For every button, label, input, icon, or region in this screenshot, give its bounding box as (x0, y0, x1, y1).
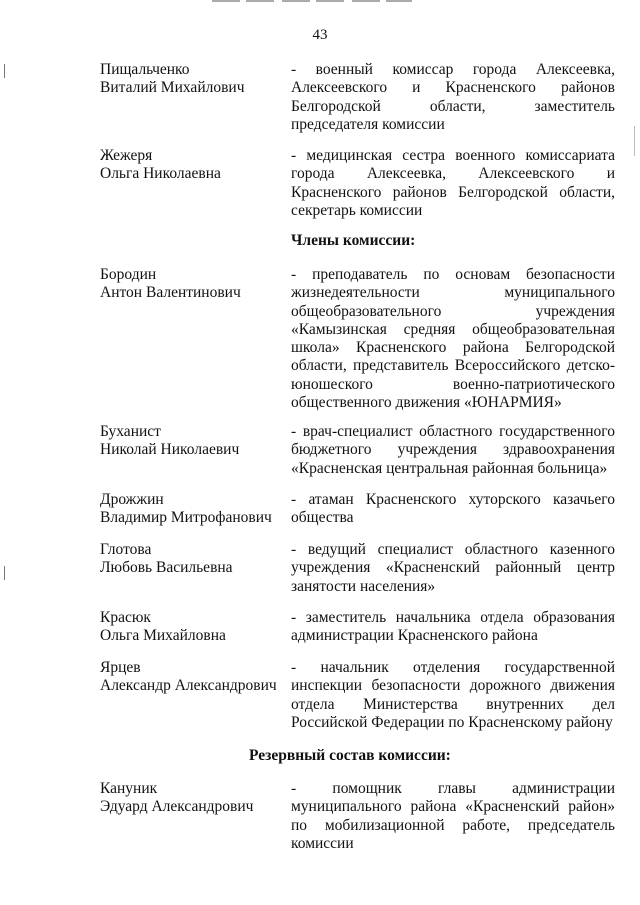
given-names: Эдуард Александрович (100, 798, 254, 816)
person-role: - заместитель начальника отдела образования администрации Красненского района (291, 609, 615, 645)
surname: Красюк (100, 609, 151, 626)
person-name (100, 491, 280, 528)
given-names: Виталий Михайлович (100, 79, 245, 97)
given-names: Ольга Михайловна (100, 627, 226, 645)
scan-edge-mark-right (634, 126, 635, 156)
person-role: - помощник главы администрации муниципального района «Красненский район» по мобилизационной работе, председатель комиссии (291, 780, 615, 852)
person-name (100, 609, 280, 646)
person-name (100, 266, 280, 303)
given-names: Николай Николаевич (100, 441, 240, 459)
person-role: - военный комиссар города Алексеевка, Алексеевского и Красненского районов Белгородской области, заместитель председателя комиссии (291, 61, 615, 133)
reserve-heading: Резервный состав комиссии: (249, 747, 451, 764)
surname: Буханист (100, 423, 161, 440)
given-names: Любовь Васильевна (100, 559, 233, 577)
person-name (100, 423, 280, 460)
person-role: - ведущий специалист областного казенного учреждения «Красненский районный центр занятости населения» (291, 541, 615, 595)
person-name (100, 61, 280, 98)
surname: Пищальченко (100, 61, 190, 78)
surname: Кануник (100, 780, 158, 797)
surname: Ярцев (100, 659, 141, 676)
surname: Жежеря (100, 147, 153, 164)
scan-edge-mark-left-1 (4, 64, 5, 78)
person-name (100, 147, 280, 184)
surname: Глотова (100, 541, 152, 558)
given-names: Владимир Митрофанович (100, 509, 272, 527)
scan-edge-mark-left-2 (4, 566, 5, 580)
given-names: Александр Александрович (100, 677, 277, 695)
person-role: - атаман Красненского хуторского казачьего общества (291, 491, 615, 527)
given-names: Ольга Николаевна (100, 165, 221, 183)
person-role: - преподаватель по основам безопасности жизнедеятельности муниципального общеобразовательного учреждения «Камызинская средняя общеобразовательная школа» Красненского района Белгородской области, представитель Всероссийского детско-юношеского военно-патриотического общественного движения «ЮНАРМИЯ» (291, 266, 615, 412)
person-name (100, 541, 280, 578)
surname: Бородин (100, 266, 157, 283)
scan-header-artifact (212, 0, 412, 2)
surname: Дрожжин (100, 491, 164, 508)
given-names: Антон Валентинович (100, 284, 241, 302)
members-heading: Члены комиссии: (291, 232, 416, 249)
person-name (100, 780, 280, 817)
person-role: - врач-специалист областного государственного бюджетного учреждения здравоохранения «Красненская центральная районная больница» (291, 423, 615, 477)
person-name (100, 659, 280, 696)
person-role: - медицинская сестра военного комиссариата города Алексеевка, Алексеевского и Красненского районов Белгородской области, секретарь комиссии (291, 147, 615, 219)
person-role: - начальник отделения государственной инспекции безопасности дорожного движения отдела Министерства внутренних дел Российской Федерации по Красненскому району (291, 659, 615, 731)
page-number: 43 (312, 27, 328, 43)
